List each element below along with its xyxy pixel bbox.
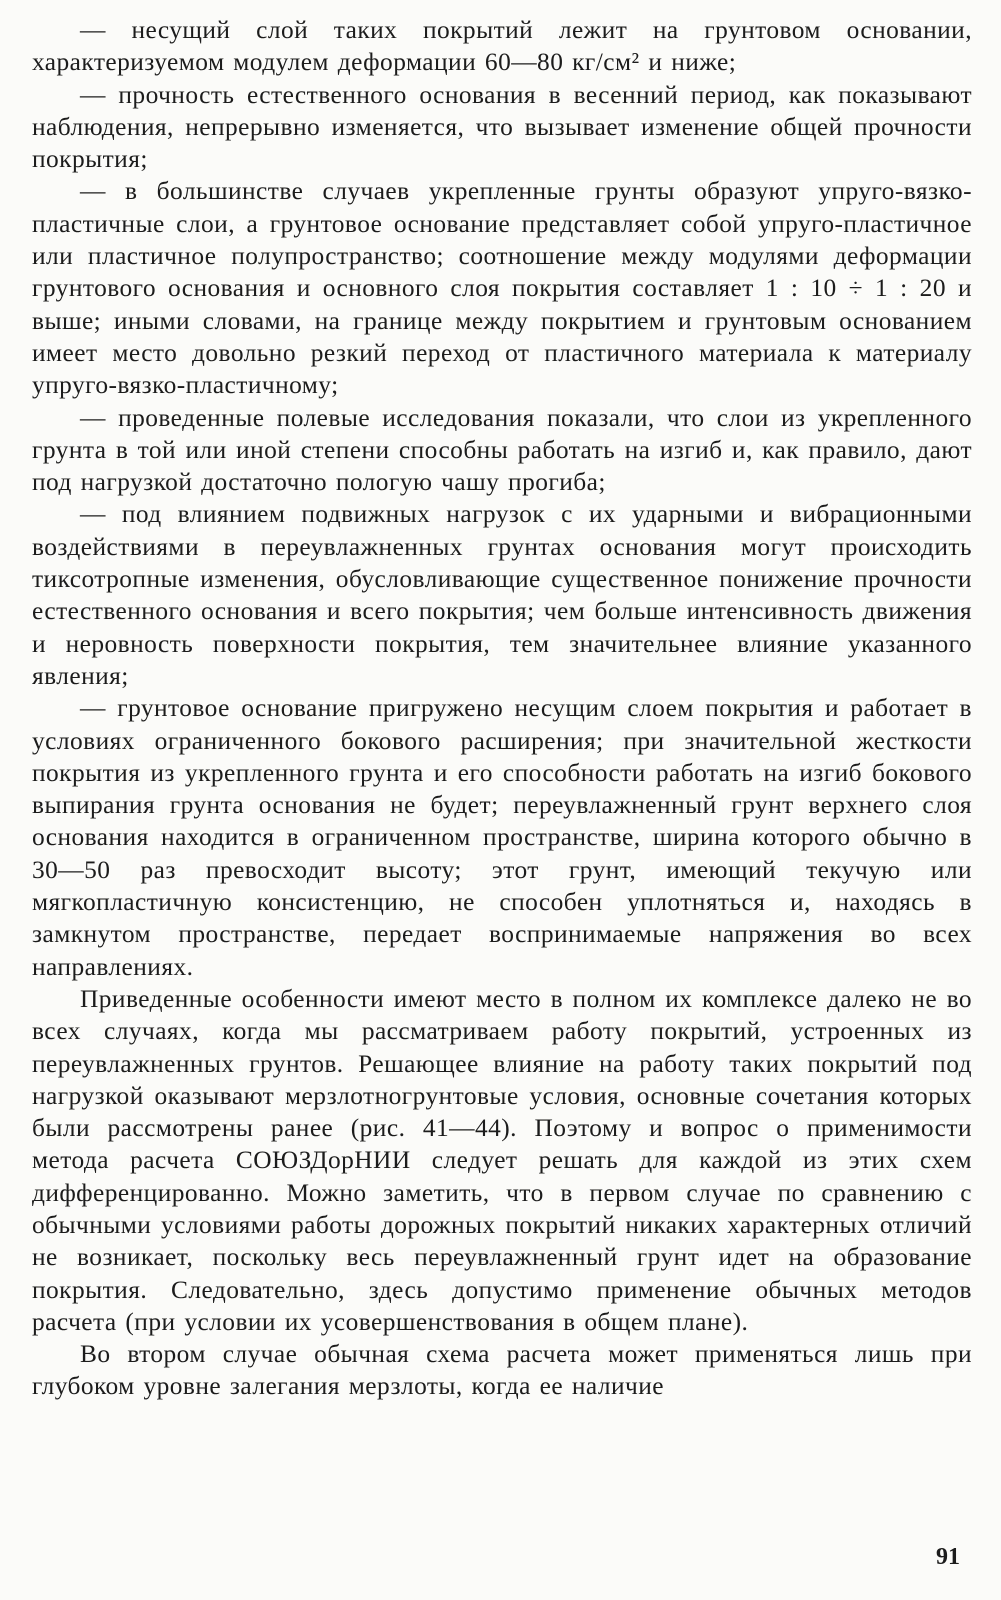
paragraph-bullet-6: — грунтовое основание пригружено несущим слоем покрытия и работает в условиях ограниченного бокового расширения; при значительной жесткости покрытия из укрепленного грунта и его способности работать на изгиб бокового выпирания грунта основания не будет; переувлажненный грунт верхнего слоя основания находится в ограниченном пространстве, ширина которого обычно в 30—50 раз превосходит высоту; этот грунт, имеющий текучую или мягкопластичную консистенцию, не способен уплотняться и, находясь в замкнутом пространстве, передает воспринимаемые напряжения во всех направлениях. xyxy=(32,694,972,981)
paragraph-bullet-2: — прочность естественного основания в весенний период, как показывают наблюдения, непрерывно изменяется, что вызывает изменение общей прочности покрытия; xyxy=(32,80,972,174)
paragraph-bullet-1: — несущий слой таких покрытий лежит на грунтовом основании, характеризуемом модулем деформации 60—80 кг/см² и ниже; xyxy=(32,16,972,77)
body-text xyxy=(32,14,972,1403)
paragraph-main-1: Приведенные особенности имеют место в полном их комплексе далеко не во всех случаях, когда мы рассматриваем работу покрытий, устроенных из переувлажненных грунтов. Решающее влияние на работу таких покрытий под нагрузкой оказывают мерзлотногрунтовые условия, основные сочетания которых были рассмотрены ранее (рис. 41—44). Поэтому и вопрос о применимости метода расчета СОЮЗДорНИИ следует решать для каждой из этих схем дифференцированно. Можно заметить, что в первом случае по сравнению с обычными условиями работы дорожных покрытий никаких характерных отличий не возникает, поскольку весь переувлажненный грунт идет на образование покрытия. Следовательно, здесь допустимо применение обычных методов расчета (при условии их усовершенствования в общем плане). xyxy=(32,984,972,1336)
paragraph-main-2: Во втором случае обычная схема расчета может применяться лишь при глубоком уровне залегания мерзлоты, когда ее наличие xyxy=(32,1340,972,1401)
paragraph-bullet-4: — проведенные полевые исследования показали, что слои из укрепленного грунта в той или иной степени способны работать на изгиб и, как правило, дают под нагрузкой достаточно пологую чашу прогиба; xyxy=(32,403,972,497)
paragraph-bullet-5: — под влиянием подвижных нагрузок с их ударными и вибрационными воздействиями в переувлажненных грунтах основания могут происходить тиксотропные изменения, обусловливающие существенное понижение прочности естественного основания и всего покрытия; чем больше интенсивность движения и неровность поверхности покрытия, тем значительнее влияние указанного явления; xyxy=(32,500,972,690)
paragraph-bullet-3: — в большинстве случаев укрепленные грунты образуют упруго-вязко-пластичные слои, а грунтовое основание представляет собой упруго-пластичное или пластичное полупространство; соотношение между модулями деформации грунтового основания и основного слоя покрытия составляет 1 : 10 ÷ 1 : 20 и выше; иными словами, на границе между покрытием и грунтовым основанием имеет место довольно резкий переход от пластичного материала к материалу упруго-вязко-пластичному; xyxy=(32,177,972,400)
page-number: 91 xyxy=(936,1544,960,1570)
